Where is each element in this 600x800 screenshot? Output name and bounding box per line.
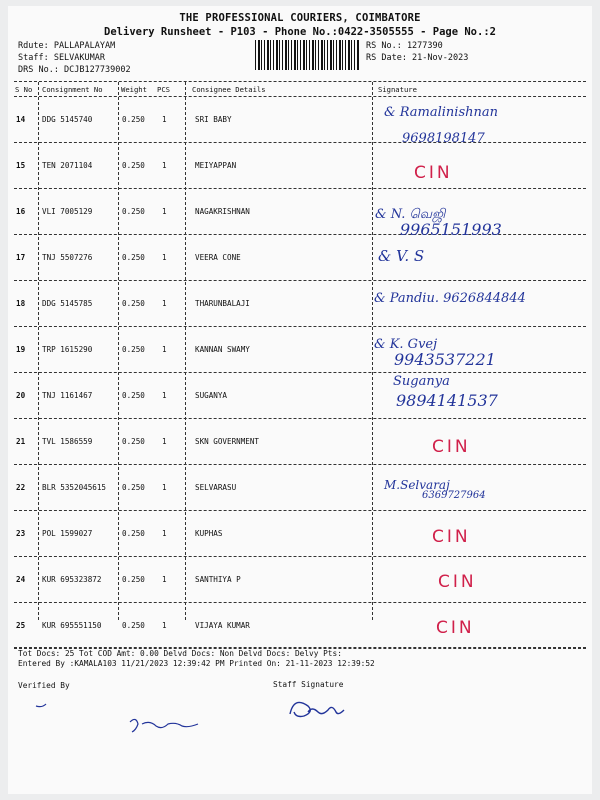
row-consignment: TEN 2071104 xyxy=(42,161,93,170)
row-pcs: 1 xyxy=(162,345,167,354)
handwritten-phone: 9943537221 xyxy=(394,350,496,369)
cin-mark: CIN xyxy=(432,527,471,547)
row-sno: 15 xyxy=(16,161,26,170)
row-consignee: VIJAYA KUMAR xyxy=(195,621,250,630)
rs-date: RS Date: 21-Nov-2023 xyxy=(366,53,469,63)
row-consignment: TNJ 1161467 xyxy=(42,391,93,400)
cin-mark: CIN xyxy=(414,163,453,183)
row-weight: 0.250 xyxy=(122,575,145,584)
handwritten-signature: & Ramalinishnan xyxy=(384,105,499,120)
row-consignee: SANTHIYA P xyxy=(195,575,241,584)
row-weight: 0.250 xyxy=(122,483,145,492)
handwritten-phone: 9698198147 xyxy=(402,131,485,146)
row-consignee: KANNAN SWAMY xyxy=(195,345,250,354)
row-pcs: 1 xyxy=(162,299,167,308)
company-title: THE PROFESSIONAL COURIERS, COIMBATORE xyxy=(179,12,421,24)
table-row xyxy=(0,326,600,372)
route-label: Rdute: PALLAPALAYAM xyxy=(18,41,116,51)
row-weight: 0.250 xyxy=(122,161,145,170)
row-consignee: SELVARASU xyxy=(195,483,237,492)
col-sno: S No xyxy=(15,85,33,94)
staff-signature-label: Staff Signature xyxy=(273,680,344,689)
col-consignment: Consignment No xyxy=(42,85,103,94)
row-sno: 25 xyxy=(16,621,26,630)
row-consignee: THARUNBALAJI xyxy=(195,299,250,308)
handwritten-phone: 9894141537 xyxy=(396,391,498,410)
totals-line: Tot Docs: 25 Tot COD Amt: 0.00 Delvd Docs: Non Delvd Docs: Delvy Pts: xyxy=(18,649,342,658)
row-pcs: 1 xyxy=(162,207,167,216)
handwritten-signature: & K. Gvej xyxy=(374,337,438,352)
table-row xyxy=(0,96,600,142)
table-row xyxy=(0,418,600,464)
handwritten-signature: & N. வெஜி xyxy=(375,207,446,222)
row-weight: 0.250 xyxy=(122,391,145,400)
row-consignment: TRP 1615290 xyxy=(42,345,93,354)
row-consignee: VEERA CONE xyxy=(195,253,241,262)
row-sno: 14 xyxy=(16,115,26,124)
runsheet-title: Delivery Runsheet - P103 - Phone No.:0422-3505555 - Page No.:2 xyxy=(104,26,496,38)
row-pcs: 1 xyxy=(162,529,167,538)
barcode xyxy=(255,40,360,70)
row-weight: 0.250 xyxy=(122,115,145,124)
row-sno: 24 xyxy=(16,575,26,584)
col-weight: Weight xyxy=(121,85,147,94)
handwritten-signature: & Pandiu. 9626844844 xyxy=(374,291,526,306)
row-consignee: SUGANYA xyxy=(195,391,228,400)
header-rule-top xyxy=(14,81,586,82)
table-row xyxy=(0,464,600,510)
row-consignment: KUR 695323872 xyxy=(42,575,102,584)
row-consignment: TNJ 5507276 xyxy=(42,253,93,262)
row-weight: 0.250 xyxy=(122,253,145,262)
handwritten-signature: & V. S xyxy=(378,247,425,265)
row-consignee: NAGAKRISHNAN xyxy=(195,207,250,216)
col-signature: Signature xyxy=(378,85,417,94)
verified-by-label: Verified By xyxy=(18,681,70,690)
handwritten-phone: 9965151993 xyxy=(400,220,502,239)
row-pcs: 1 xyxy=(162,575,167,584)
cin-mark: CIN xyxy=(432,437,471,457)
row-consignment: TVL 1586559 xyxy=(42,437,93,446)
row-weight: 0.250 xyxy=(122,529,145,538)
entered-by-line: Entered By :KAMALA103 11/21/2023 12:39:42 PM Printed On: 21-11-2023 12:39:52 xyxy=(18,659,375,668)
handwritten-signature: M.Selvaraj xyxy=(384,478,450,492)
handwritten-phone: 6369727964 xyxy=(422,490,486,501)
row-pcs: 1 xyxy=(162,437,167,446)
row-pcs: 1 xyxy=(162,391,167,400)
table-row xyxy=(0,510,600,556)
row-sno: 19 xyxy=(16,345,26,354)
row-consignee: KUPHAS xyxy=(195,529,223,538)
row-consignment: DDG 5145785 xyxy=(42,299,93,308)
row-sno: 21 xyxy=(16,437,26,446)
table-row xyxy=(0,372,600,418)
cin-mark: CIN xyxy=(436,618,475,638)
col-consignee: Consignee Details xyxy=(192,85,266,94)
row-sno: 23 xyxy=(16,529,26,538)
verifier-signature xyxy=(28,700,248,740)
row-weight: 0.250 xyxy=(122,437,145,446)
row-consignment: BLR 5352045615 xyxy=(42,483,107,492)
row-weight: 0.250 xyxy=(122,207,145,216)
row-consignment: VLI 7005129 xyxy=(42,207,93,216)
row-consignment: DDG 5145740 xyxy=(42,115,93,124)
row-consignee: SRI BABY xyxy=(195,115,232,124)
row-pcs: 1 xyxy=(162,115,167,124)
row-pcs: 1 xyxy=(162,621,167,630)
row-sno: 20 xyxy=(16,391,26,400)
table-row xyxy=(0,234,600,280)
row-sno: 18 xyxy=(16,299,26,308)
table-row xyxy=(0,188,600,234)
row-weight: 0.250 xyxy=(122,621,145,630)
row-consignee: MEIYAPPAN xyxy=(195,161,237,170)
staff-signature xyxy=(280,690,360,730)
footer-rule xyxy=(14,647,586,648)
row-consignee: SKN GOVERNMENT xyxy=(195,437,260,446)
row-weight: 0.250 xyxy=(122,345,145,354)
row-consignment: POL 1599027 xyxy=(42,529,93,538)
row-weight: 0.250 xyxy=(122,299,145,308)
table-row xyxy=(0,142,600,188)
col-pcs: PCS xyxy=(157,85,170,94)
drs-number: DRS No.: DCJB127739002 xyxy=(18,65,131,75)
table-row xyxy=(0,602,600,648)
row-pcs: 1 xyxy=(162,483,167,492)
row-sno: 17 xyxy=(16,253,26,262)
row-sno: 16 xyxy=(16,207,26,216)
row-sno: 22 xyxy=(16,483,26,492)
cin-mark: CIN xyxy=(438,572,477,592)
staff-label: Staff: SELVAKUMAR xyxy=(18,53,105,63)
row-pcs: 1 xyxy=(162,161,167,170)
row-consignment: KUR 695551150 xyxy=(42,621,102,630)
handwritten-signature: Suganya xyxy=(393,374,450,389)
table-row xyxy=(0,556,600,602)
rs-number: RS No.: 1277390 xyxy=(366,41,443,51)
row-pcs: 1 xyxy=(162,253,167,262)
